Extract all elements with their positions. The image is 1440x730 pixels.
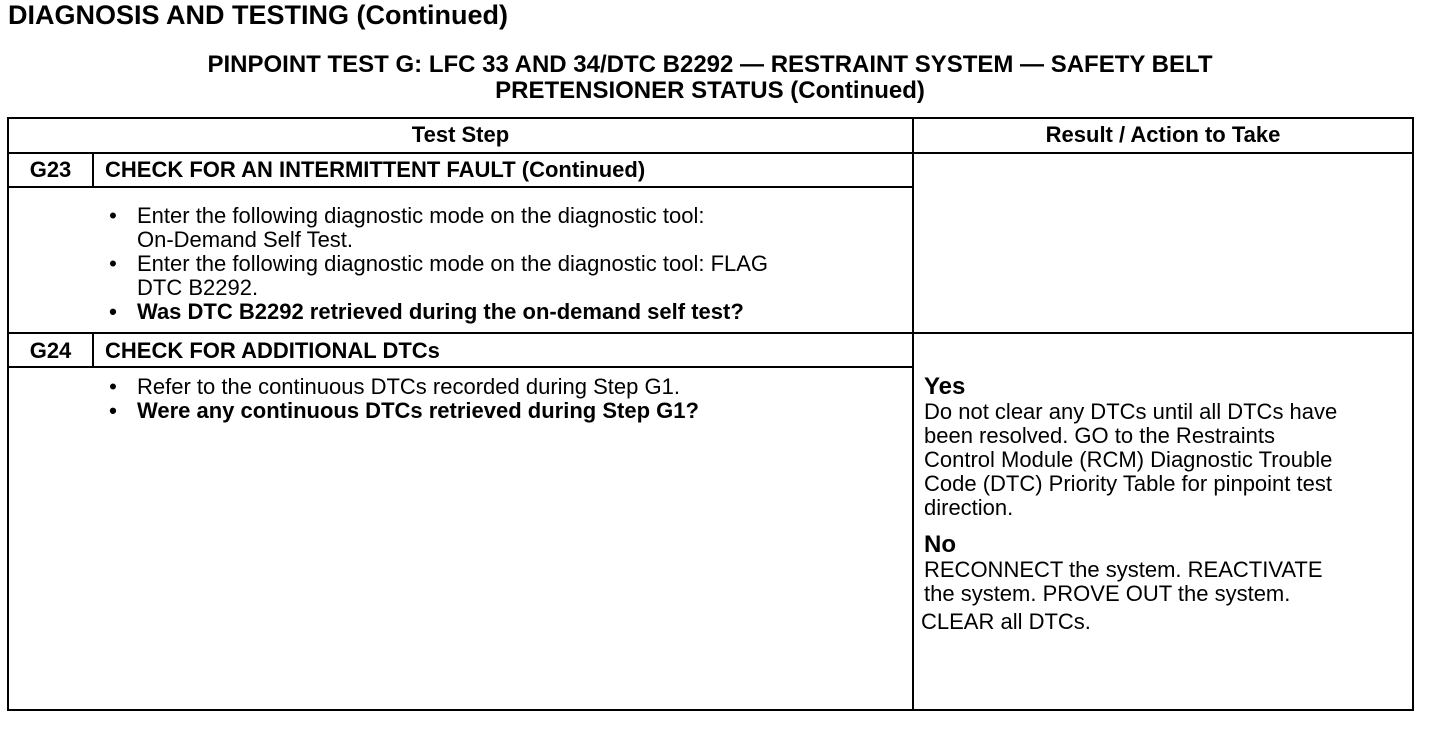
bullet-line: On-Demand Self Test. (137, 227, 354, 252)
bullet-icon: • (109, 203, 117, 228)
bullet-icon: • (109, 299, 117, 324)
list-item (103, 204, 903, 252)
column-divider (912, 119, 914, 709)
result-no-line: CLEAR all DTCs. (921, 609, 1091, 634)
pinpoint-test-title (0, 52, 1420, 104)
result-no-line: the system. PROVE OUT the system. (924, 581, 1291, 606)
result-yes-label: Yes (924, 373, 966, 400)
result-yes-line: direction. (924, 495, 1014, 520)
g23-id-divider (92, 152, 94, 188)
result-no-line: RECONNECT the system. REACTIVATE (924, 557, 1323, 582)
result-yes-line: Do not clear any DTCs until all DTCs have (924, 399, 1338, 424)
bullet-line: Enter the following diagnostic mode on the diagnostic tool: FLAG (137, 251, 769, 276)
g24-id-divider (92, 332, 94, 368)
g24-title-divider (9, 366, 912, 368)
bullet-line: Enter the following diagnostic mode on the diagnostic tool: (137, 203, 705, 228)
bullet-icon: • (109, 374, 117, 399)
result-yes-line: been resolved. GO to the Restraints (924, 423, 1275, 448)
bullet-line: Refer to the continuous DTCs recorded during Step G1. (137, 374, 680, 399)
bullet-line: DTC B2292. (137, 275, 259, 300)
header-test-step: Test Step (411, 122, 510, 147)
bullet-icon: • (109, 398, 117, 423)
g24-bullet-list (103, 375, 903, 423)
test-title-line-2: PRETENSIONER STATUS (Continued) (495, 77, 925, 104)
test-title-line-1: PINPOINT TEST G: LFC 33 AND 34/DTC B2292 — RESTRAINT SYSTEM — SAFETY BELT (207, 51, 1213, 78)
list-item (103, 300, 903, 324)
g23-bullet-list (103, 204, 903, 324)
step-title-g24: CHECK FOR ADDITIONAL DTCs (105, 338, 440, 363)
list-item (103, 252, 903, 300)
step-title-g23: CHECK FOR AN INTERMITTENT FAULT (Continued) (105, 157, 646, 182)
list-item (103, 399, 903, 423)
result-no-label: No (924, 531, 956, 558)
g23-title-divider (9, 186, 912, 188)
bullet-icon: • (109, 251, 117, 276)
page-title: DIAGNOSIS AND TESTING (Continued) (8, 0, 508, 30)
header-result-action: Result / Action to Take (1045, 122, 1281, 147)
result-yes-line: Code (DTC) Priority Table for pinpoint test (924, 471, 1332, 496)
row-divider (9, 332, 1412, 334)
step-id-g23: G23 (29, 157, 72, 182)
header-divider (9, 152, 1412, 154)
list-item (103, 375, 903, 399)
pinpoint-test-table (7, 117, 1414, 711)
step-id-g24: G24 (29, 338, 72, 363)
result-yes-line: Control Module (RCM) Diagnostic Trouble (924, 447, 1333, 472)
bullet-line: Were any continuous DTCs retrieved during Step G1? (137, 398, 699, 423)
g24-result (921, 373, 1410, 634)
bullet-line: Was DTC B2292 retrieved during the on-demand self test? (137, 299, 744, 324)
